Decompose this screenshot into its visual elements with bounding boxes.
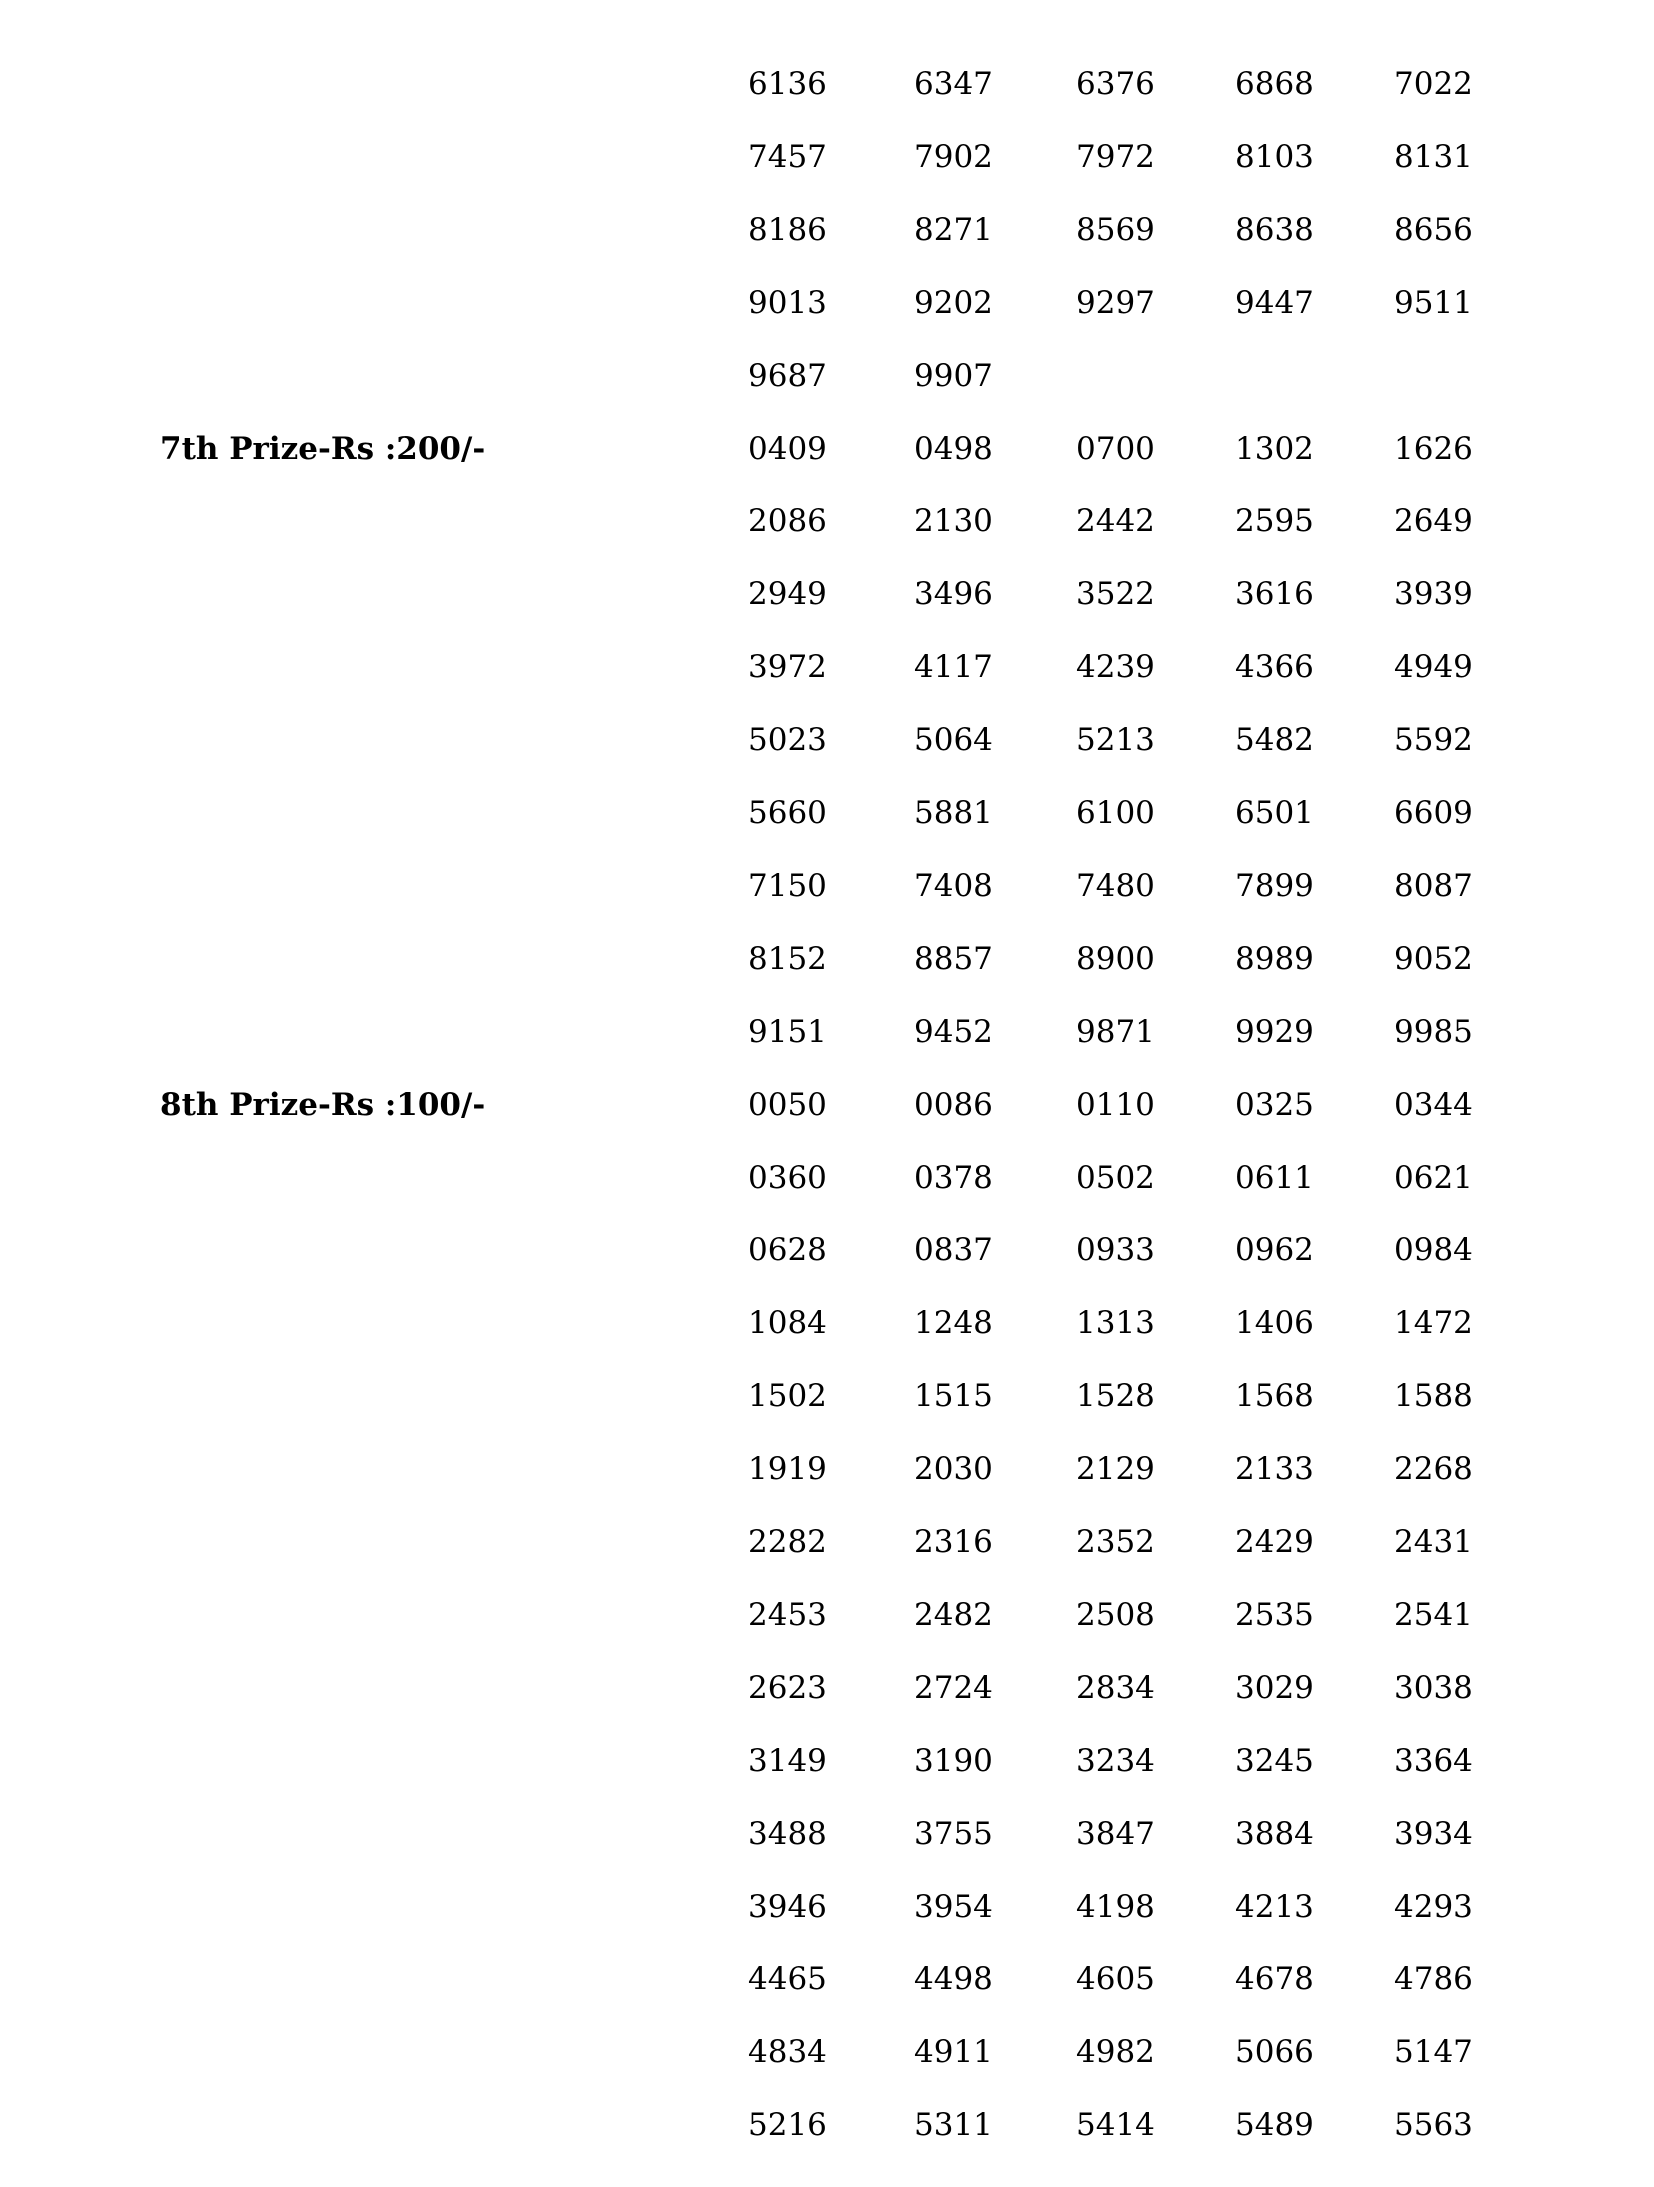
number-row [0,210,1654,283]
winning-number: 4605 [1076,1961,1155,1997]
winning-number: 3847 [1076,1816,1155,1852]
number-row [0,1741,1654,1814]
winning-number: 0344 [1394,1087,1473,1123]
winning-number: 1248 [914,1305,993,1341]
winning-number: 5489 [1235,2107,1314,2143]
winning-number: 3234 [1076,1743,1155,1779]
winning-number: 4213 [1235,1889,1314,1925]
winning-number: 4678 [1235,1961,1314,1997]
winning-number: 9013 [748,285,827,321]
winning-number: 5066 [1235,2034,1314,2070]
winning-number: 7899 [1235,868,1314,904]
winning-number: 9151 [748,1014,827,1050]
winning-number: 3972 [748,649,827,685]
winning-number: 2623 [748,1670,827,1706]
prize-label: 8th Prize-Rs :100/- [160,1087,486,1123]
winning-number: 1472 [1394,1305,1473,1341]
number-row [0,2032,1654,2105]
winning-number: 2133 [1235,1451,1314,1487]
winning-number: 5311 [914,2107,993,2143]
winning-number: 8271 [914,212,993,248]
number-row [0,939,1654,1012]
winning-number: 2030 [914,1451,993,1487]
winning-number: 5660 [748,795,827,831]
winning-number: 5414 [1076,2107,1155,2143]
winning-number: 5064 [914,722,993,758]
number-row [0,1303,1654,1376]
winning-number: 7480 [1076,868,1155,904]
winning-number: 1568 [1235,1378,1314,1414]
winning-number: 9929 [1235,1014,1314,1050]
winning-number: 6100 [1076,795,1155,831]
winning-number: 0409 [748,431,827,467]
winning-number: 6609 [1394,795,1473,831]
winning-number: 2316 [914,1524,993,1560]
number-row [0,1158,1654,1231]
winning-number: 0700 [1076,431,1155,467]
winning-number: 2541 [1394,1597,1473,1633]
winning-number: 2834 [1076,1670,1155,1706]
winning-number: 2442 [1076,503,1155,539]
winning-number: 2352 [1076,1524,1155,1560]
winning-number: 9202 [914,285,993,321]
winning-number: 0360 [748,1160,827,1196]
winning-number: 8186 [748,212,827,248]
winning-number: 8989 [1235,941,1314,977]
winning-number: 1502 [748,1378,827,1414]
winning-number: 7022 [1394,66,1473,102]
winning-number: 9297 [1076,285,1155,321]
number-row [0,2105,1654,2178]
number-row [0,1376,1654,1449]
winning-number: 9511 [1394,285,1473,321]
number-row [0,1814,1654,1887]
number-row [0,647,1654,720]
winning-number: 4465 [748,1961,827,1997]
winning-number: 0325 [1235,1087,1314,1123]
winning-number: 3488 [748,1816,827,1852]
winning-number: 1515 [914,1378,993,1414]
winning-number: 2453 [748,1597,827,1633]
winning-number: 8087 [1394,868,1473,904]
number-row [0,1959,1654,2032]
winning-number: 2595 [1235,503,1314,539]
winning-number: 2130 [914,503,993,539]
winning-number: 0050 [748,1087,827,1123]
winning-number: 0378 [914,1160,993,1196]
winning-number: 8569 [1076,212,1155,248]
winning-number: 0962 [1235,1232,1314,1268]
winning-number: 8857 [914,941,993,977]
winning-number: 8900 [1076,941,1155,977]
number-row [0,429,1654,502]
winning-number: 2482 [914,1597,993,1633]
winning-number: 9687 [748,358,827,394]
winning-number: 2508 [1076,1597,1155,1633]
number-row [0,501,1654,574]
winning-number: 3616 [1235,576,1314,612]
winning-number: 0086 [914,1087,993,1123]
winning-number: 3755 [914,1816,993,1852]
winning-number: 3038 [1394,1670,1473,1706]
winning-number: 2429 [1235,1524,1314,1560]
winning-number: 2268 [1394,1451,1473,1487]
winning-number: 5482 [1235,722,1314,758]
winning-number: 5592 [1394,722,1473,758]
number-row [0,1887,1654,1960]
winning-number: 5563 [1394,2107,1473,2143]
winning-number: 6501 [1235,795,1314,831]
winning-number: 4911 [914,2034,993,2070]
winning-number: 2724 [914,1670,993,1706]
winning-number: 7150 [748,868,827,904]
number-row [0,866,1654,939]
winning-number: 3946 [748,1889,827,1925]
winning-number: 0498 [914,431,993,467]
winning-number: 6376 [1076,66,1155,102]
winning-number: 1313 [1076,1305,1155,1341]
winning-number: 0611 [1235,1160,1314,1196]
winning-number: 4239 [1076,649,1155,685]
winning-number: 1626 [1394,431,1473,467]
winning-number: 1302 [1235,431,1314,467]
number-row [0,1522,1654,1595]
winning-number: 5023 [748,722,827,758]
winning-number: 4366 [1235,649,1314,685]
winning-number: 8152 [748,941,827,977]
winning-number: 3954 [914,1889,993,1925]
winning-number: 4117 [914,649,993,685]
number-row [0,137,1654,210]
winning-number: 1084 [748,1305,827,1341]
winning-number: 9052 [1394,941,1473,977]
winning-number: 2431 [1394,1524,1473,1560]
winning-number: 6868 [1235,66,1314,102]
winning-number: 2949 [748,576,827,612]
winning-number: 3939 [1394,576,1473,612]
winning-number: 7457 [748,139,827,175]
winning-number: 4949 [1394,649,1473,685]
winning-number: 3496 [914,576,993,612]
winning-number: 5213 [1076,722,1155,758]
winning-number: 4498 [914,1961,993,1997]
winning-number: 0933 [1076,1232,1155,1268]
winning-number: 9871 [1076,1014,1155,1050]
winning-number: 1528 [1076,1378,1155,1414]
winning-number: 9907 [914,358,993,394]
winning-number: 9452 [914,1014,993,1050]
winning-number: 1588 [1394,1378,1473,1414]
winning-number: 3149 [748,1743,827,1779]
number-row [0,574,1654,647]
number-row [0,720,1654,793]
winning-number: 3522 [1076,576,1155,612]
number-row [0,1085,1654,1158]
winning-number: 5147 [1394,2034,1473,2070]
winning-number: 2129 [1076,1451,1155,1487]
winning-number: 7408 [914,868,993,904]
number-row [0,64,1654,137]
winning-number: 4293 [1394,1889,1473,1925]
winning-number: 5216 [748,2107,827,2143]
winning-number: 1919 [748,1451,827,1487]
winning-number: 8103 [1235,139,1314,175]
winning-number: 8638 [1235,212,1314,248]
winning-number: 3245 [1235,1743,1314,1779]
winning-number: 9985 [1394,1014,1473,1050]
winning-number: 4982 [1076,2034,1155,2070]
winning-number: 7902 [914,139,993,175]
winning-number: 0110 [1076,1087,1155,1123]
winning-number: 3364 [1394,1743,1473,1779]
winning-number: 9447 [1235,285,1314,321]
winning-number: 6347 [914,66,993,102]
winning-number: 2086 [748,503,827,539]
winning-number: 2282 [748,1524,827,1560]
winning-number: 1406 [1235,1305,1314,1341]
winning-number: 3934 [1394,1816,1473,1852]
number-row [0,283,1654,356]
winning-number: 4786 [1394,1961,1473,1997]
winning-number: 2535 [1235,1597,1314,1633]
winning-number: 8131 [1394,139,1473,175]
prize-label: 7th Prize-Rs :200/- [160,431,486,467]
winning-number: 3029 [1235,1670,1314,1706]
number-row [0,1012,1654,1085]
number-row [0,1668,1654,1741]
winning-number: 3190 [914,1743,993,1779]
winning-number: 0984 [1394,1232,1473,1268]
winning-number: 3884 [1235,1816,1314,1852]
winning-number: 7972 [1076,139,1155,175]
winning-number: 0621 [1394,1160,1473,1196]
winning-number: 6136 [748,66,827,102]
winning-number: 0502 [1076,1160,1155,1196]
number-row [0,1449,1654,1522]
winning-number: 0837 [914,1232,993,1268]
winning-number: 0628 [748,1232,827,1268]
winning-number: 2649 [1394,503,1473,539]
number-row [0,793,1654,866]
winning-number: 4198 [1076,1889,1155,1925]
number-row [0,1230,1654,1303]
winning-number: 4834 [748,2034,827,2070]
number-row [0,356,1654,429]
number-row [0,1595,1654,1668]
winning-number: 5881 [914,795,993,831]
winning-number: 8656 [1394,212,1473,248]
